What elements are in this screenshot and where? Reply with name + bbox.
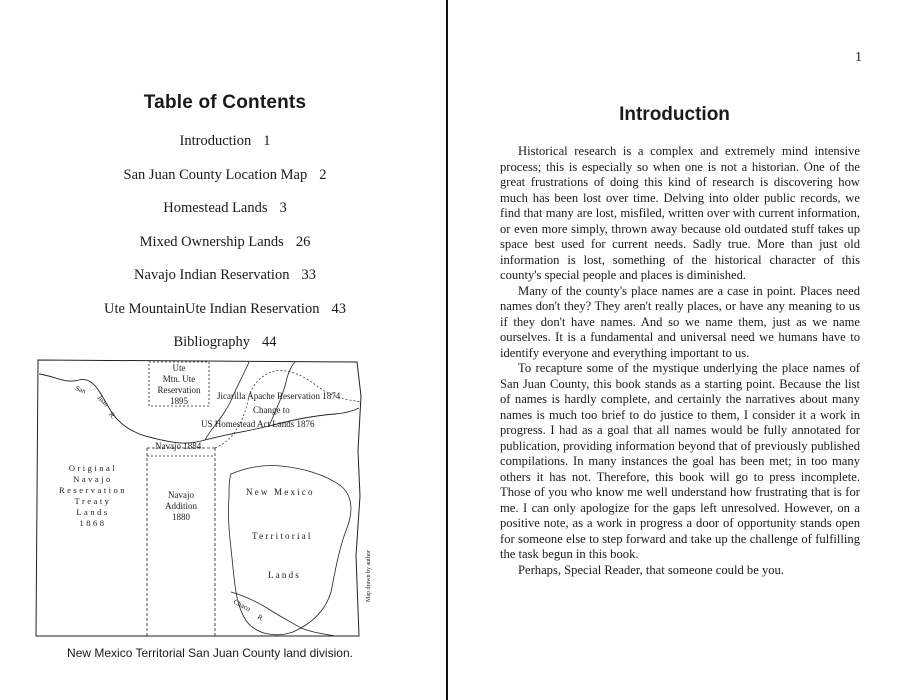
- toc-item-introduction[interactable]: [0, 133, 450, 150]
- map-label-change-to: Change to: [253, 405, 290, 415]
- navajo-addition-boundary: [147, 448, 215, 636]
- chaco-river: [231, 592, 335, 636]
- map-label-san: San: [74, 384, 87, 396]
- map-label-new-mexico: New Mexico: [246, 487, 315, 497]
- toc-item-location-map[interactable]: [0, 167, 450, 184]
- map-caption: New Mexico Territorial San Juan County land division.: [67, 646, 353, 660]
- map-label-original-navajo: 1868: [79, 518, 107, 528]
- map-label-ute: 1895: [170, 396, 188, 406]
- toc-item-page: 44: [262, 334, 277, 350]
- land-division-map: [35, 356, 381, 640]
- map-label-original-navajo: Navajo: [73, 474, 113, 484]
- toc-item-label: Introduction: [179, 133, 252, 149]
- page-number: 1: [855, 50, 862, 65]
- map-label-ute: Ute: [172, 363, 186, 373]
- map-label-juan: Juan: [95, 393, 111, 409]
- map-label-original-navajo: Reservation: [58, 485, 128, 495]
- left-page: [0, 0, 447, 700]
- toc-item-navajo-reservation[interactable]: [0, 267, 450, 284]
- map-label-navajo-1884: Navajo 1884: [155, 441, 202, 451]
- toc-item-label: Homestead Lands: [163, 200, 268, 216]
- toc-item-homestead-lands[interactable]: [0, 200, 450, 217]
- map-label-original-navajo: Treaty: [74, 496, 112, 506]
- map-label-jicarilla: Jicarilla Apache Reservation 1874: [217, 391, 341, 401]
- intro-paragraph: Perhaps, Special Reader, that someone could be you.: [518, 562, 784, 577]
- map-label-lands: Lands: [268, 570, 301, 580]
- map-label-navajo-addition: Navajo: [168, 490, 194, 500]
- toc-item-mixed-ownership[interactable]: [0, 234, 450, 251]
- toc-item-label: Ute MountainUte Indian Reservation: [104, 301, 320, 317]
- toc-item-page: 3: [279, 200, 287, 216]
- map-label-river-r: R.: [107, 411, 118, 421]
- map-label-territorial: Territorial: [252, 531, 313, 541]
- toc-item-page: 43: [331, 301, 346, 317]
- map-credit: Map drawn by author: [366, 550, 372, 602]
- toc-item-ute-reservation[interactable]: [0, 301, 450, 318]
- toc-title: Table of Contents: [143, 92, 307, 113]
- intro-title: Introduction: [619, 104, 730, 125]
- toc-item-page: 2: [319, 167, 327, 183]
- map-label-navajo-addition: Addition: [164, 501, 198, 511]
- intro-body: [500, 144, 860, 578]
- map-label-us-homestead: US Homestead Act Lands 1876: [201, 419, 315, 429]
- toc-item-label: Bibliography: [173, 334, 251, 350]
- map-label-original-navajo: Original: [68, 463, 118, 473]
- intro-paragraph: To recapture some of the mystique underlying the place names of San Juan County, this book stands as a starting point. Because the list of names is hardly complete, and certainly the narratives about many names is much too brief to do justice to them, I consider it a work in progress. I had as a goal that all names would be fully annotated for publication, providing information beyond that of previously published compilations. In many instances the goal has been met; in too many others it has not. Therefore, this book will go to press incomplete. Those of you who know me well understand how frustrating that is for me. I can only apologize for the gaps left unresolved. However, on a positive note, as a work in progress a door of opportunity stands open for someone else to step forward and take up the challenge of fulfilling the task begun in this book.: [500, 361, 860, 561]
- toc-item-page: 33: [301, 267, 316, 283]
- toc-item-page: 1: [263, 133, 271, 149]
- map-label-navajo-addition: 1880: [172, 512, 190, 522]
- toc-item-bibliography[interactable]: [0, 334, 450, 351]
- map-label-ute: Reservation: [157, 385, 201, 395]
- toc-item-label: Navajo Indian Reservation: [134, 267, 290, 283]
- right-page: [449, 0, 900, 700]
- intro-paragraph: Many of the county's place names are a case in point. Places need names don't they? They aren't really places, or have any meaning to us if they don't have names. And so we name them, just as we name ourselves. It is a fundamental and universal need we humans have to identify everyone and everything important to us.: [500, 283, 860, 360]
- map-label-chaco: Chaco: [232, 597, 252, 614]
- map-label-ute: Mtn. Ute: [162, 374, 196, 384]
- intro-paragraph: Historical research is a complex and extremely mind intensive process; this is especially so when one is not a historian. One of the great frustrations of doing this kind of research is discovering how much has been lost over time. Delving into older public records, we find that many are lost, misfiled, written over with current information, or even more simply, thrown away because old outdated stuff takes up space best used for current needs. Sadly true. More than just old information is lost, something of the historical character of this county's special people and places is diminished.: [500, 144, 860, 282]
- map-label-original-navajo: Lands: [76, 507, 110, 517]
- map-label-chaco-r: R.: [255, 612, 266, 624]
- toc-item-label: San Juan County Location Map: [123, 167, 308, 183]
- map-svg: [35, 356, 381, 640]
- book-gutter: [446, 0, 448, 700]
- toc-item-label: Mixed Ownership Lands: [139, 234, 284, 250]
- toc-item-page: 26: [295, 234, 311, 250]
